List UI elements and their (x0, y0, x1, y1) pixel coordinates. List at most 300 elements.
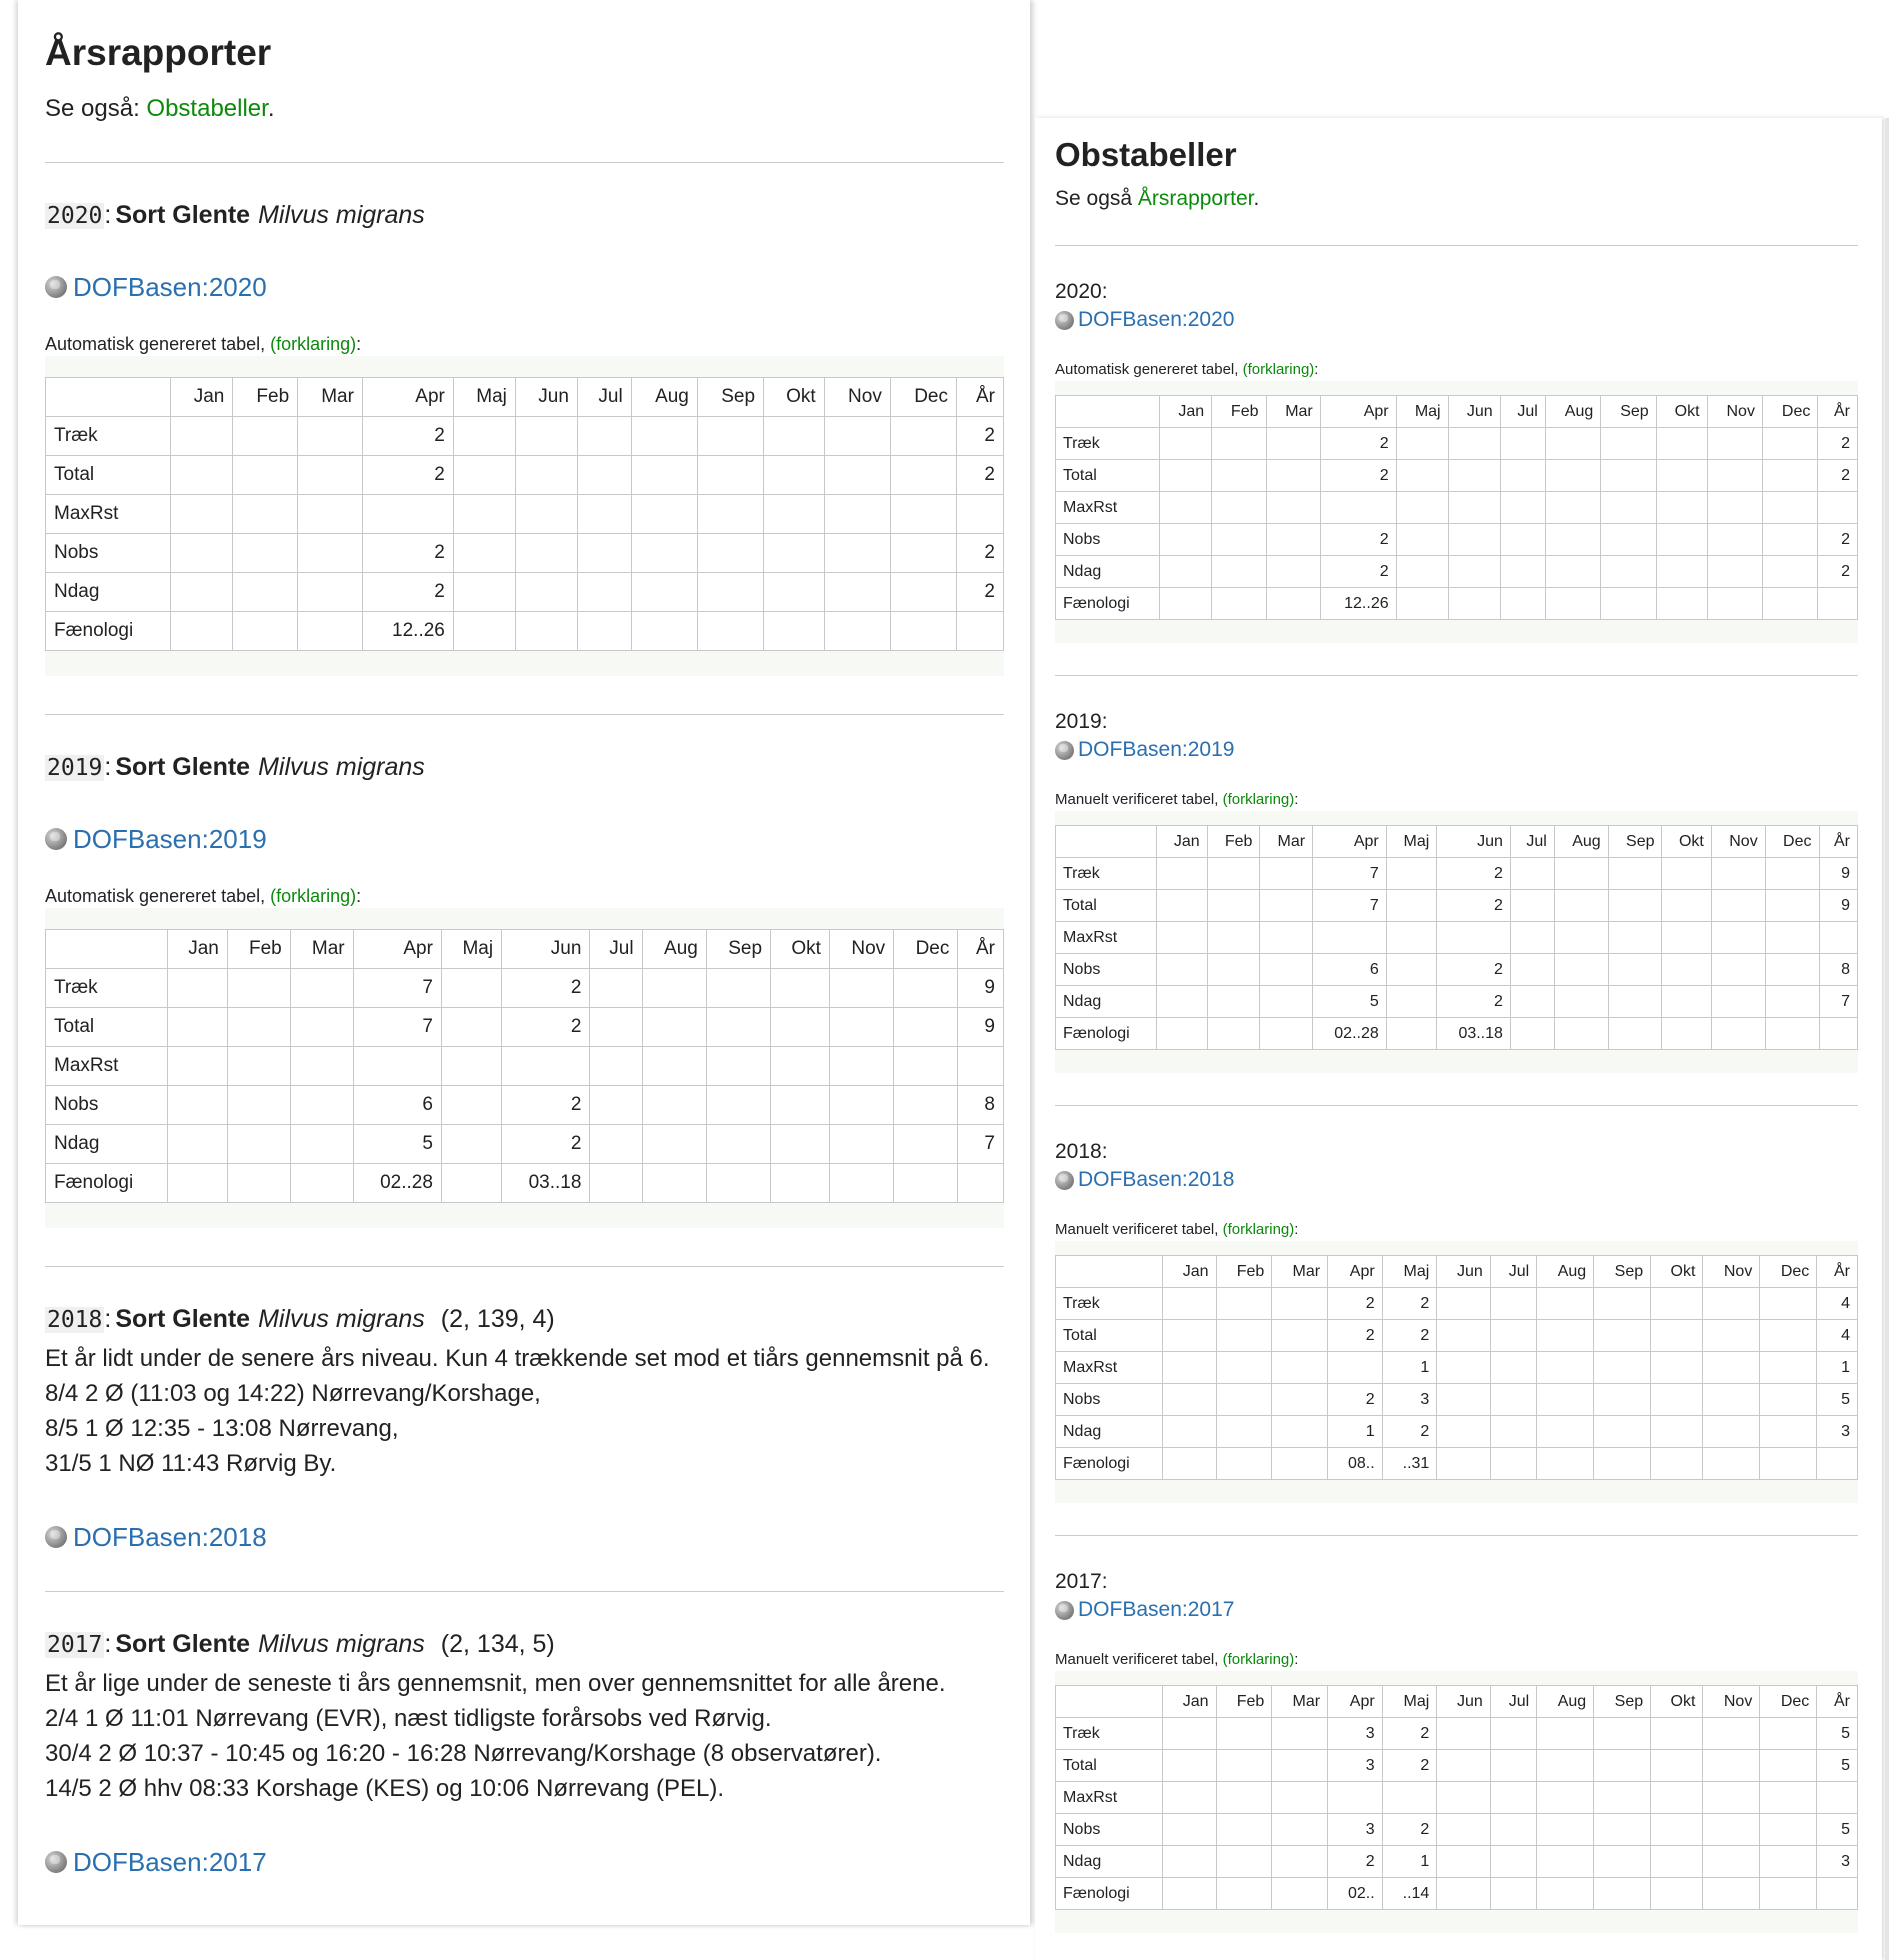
table-cell (590, 1125, 642, 1164)
table-cell (1537, 1288, 1594, 1320)
column-header: Aug (1537, 1256, 1594, 1288)
table-cell (957, 612, 1004, 651)
report-line: Et år lige under de seneste ti års gennemsnit, men over gennemsnittet for alle årene. (45, 1670, 946, 1697)
table-cell (890, 534, 956, 573)
table-cell (1163, 1782, 1216, 1814)
table-cell (1765, 858, 1819, 890)
table-block (1055, 359, 1858, 643)
report-line: 30/4 2 Ø 10:37 - 10:45 og 16:20 - 16:28 Nørrevang/Korshage (8 observatører). (45, 1740, 882, 1767)
table-cell (1554, 922, 1608, 954)
column-header: År (1817, 1686, 1858, 1718)
table-cell (1817, 1878, 1858, 1910)
year-colon: : (104, 1630, 112, 1658)
table-row (1056, 1878, 1858, 1910)
table-cell (1207, 858, 1260, 890)
table-cell (1651, 1878, 1703, 1910)
section-year: 2017: (1055, 1570, 1108, 1593)
table-cell (353, 1047, 441, 1086)
table-cell (1703, 1846, 1760, 1878)
report-line: 8/5 1 Ø 12:35 - 13:08 Nørrevang, (45, 1415, 399, 1442)
table-cell (515, 456, 577, 495)
table-cell (515, 495, 577, 534)
table-row (1056, 1782, 1858, 1814)
table-cell (298, 573, 363, 612)
row-label: Nobs (1056, 524, 1160, 556)
table-cell (1510, 1018, 1554, 1050)
table-cell (1510, 922, 1554, 954)
dofbasen-link[interactable] (45, 823, 1004, 855)
table-cell (1651, 1320, 1703, 1352)
table-cell (1386, 986, 1437, 1018)
caption-text: Automatisk genereret tabel, (1055, 361, 1243, 378)
table-cell: 5 (1817, 1384, 1858, 1416)
table-cell (1760, 1352, 1817, 1384)
column-header: Okt (1651, 1256, 1703, 1288)
table-cell (1510, 986, 1554, 1018)
dofbasen-link[interactable] (1055, 306, 1858, 334)
table-cell (1328, 1352, 1383, 1384)
table-block (45, 881, 1004, 1228)
column-header: Nov (824, 378, 890, 417)
table-cell (1545, 460, 1600, 492)
table-cell (1711, 986, 1765, 1018)
table-cell (1272, 1718, 1328, 1750)
table-cell (1608, 1018, 1662, 1050)
column-header: Apr (1320, 396, 1396, 428)
table-caption (45, 881, 1004, 908)
table-cell (697, 456, 763, 495)
globe-icon (45, 1851, 67, 1873)
table-cell: 6 (353, 1086, 441, 1125)
table-cell (1216, 1352, 1272, 1384)
table-cell (1260, 858, 1313, 890)
table-cell (1651, 1448, 1703, 1480)
caption-suffix: : (356, 334, 362, 354)
globe-icon (1055, 311, 1074, 330)
table-cell (764, 495, 825, 534)
column-header: Apr (1313, 826, 1387, 858)
table-cell (1818, 492, 1858, 524)
table-cell (1707, 492, 1762, 524)
table-cell (894, 969, 958, 1008)
table-cell (298, 456, 363, 495)
column-header: Aug (631, 378, 697, 417)
table-cell (1703, 1288, 1760, 1320)
table-cell (1545, 524, 1600, 556)
table-cell (1272, 1878, 1328, 1910)
table-cell (1163, 1352, 1216, 1384)
table-cell: 9 (1819, 890, 1858, 922)
table-cell (771, 1086, 830, 1125)
table-cell (1386, 1018, 1437, 1050)
dofbasen-link[interactable] (1055, 1166, 1858, 1194)
forklaring-link[interactable]: (forklaring) (1222, 1221, 1295, 1238)
table-cell (1160, 556, 1212, 588)
table-cell (1437, 922, 1511, 954)
table-cell (1760, 1782, 1817, 1814)
column-header: Dec (1760, 1686, 1817, 1718)
table-cell (1765, 986, 1819, 1018)
row-label: Total (46, 1008, 168, 1047)
row-label: Træk (46, 417, 171, 456)
table-cell (1163, 1320, 1216, 1352)
table-cell (1448, 428, 1500, 460)
table-row (1056, 1352, 1858, 1384)
table-cell (1594, 1846, 1651, 1878)
table-cell (1157, 1018, 1208, 1050)
right-sections (1055, 245, 1858, 1960)
report-line: 2/4 1 Ø 11:01 Nørrevang (EVR), næst tidligste forårsobs ved Rørvig. (45, 1705, 772, 1732)
table-cell (1216, 1814, 1272, 1846)
table-row (1056, 1718, 1858, 1750)
obs-table (1055, 1255, 1858, 1480)
table-cell (1601, 556, 1656, 588)
table-cell (1818, 588, 1858, 620)
table-cell (1594, 1416, 1651, 1448)
table-cell (290, 1164, 353, 1203)
table-cell (441, 1047, 501, 1086)
table-cell (1762, 524, 1817, 556)
forklaring-link[interactable]: (forklaring) (1222, 1651, 1295, 1668)
table-cell (1601, 524, 1656, 556)
table-row (46, 1125, 1004, 1164)
table-cell (171, 495, 233, 534)
table-cell (227, 1086, 290, 1125)
table-cell (290, 1008, 353, 1047)
forklaring-link[interactable]: (forklaring) (270, 886, 357, 906)
table-cell (1272, 1416, 1328, 1448)
table-cell (1396, 460, 1448, 492)
table-row (46, 969, 1004, 1008)
table-row (1056, 1320, 1858, 1352)
table-cell (1703, 1878, 1760, 1910)
table-cell (1157, 858, 1208, 890)
table-cell (290, 1086, 353, 1125)
table-cell (515, 417, 577, 456)
table-cell (1500, 492, 1545, 524)
report-line: 31/5 1 NØ 11:43 Rørvig By. (45, 1450, 337, 1477)
column-header: Aug (1545, 396, 1600, 428)
table-cell (1651, 1352, 1703, 1384)
table-cell (502, 1047, 590, 1086)
table-header-row (1056, 1256, 1858, 1288)
table-cell (642, 1008, 706, 1047)
dofbasen-link[interactable] (45, 1846, 1004, 1878)
table-cell (1817, 1448, 1858, 1480)
table-cell (1651, 1384, 1703, 1416)
table-cell (1163, 1814, 1216, 1846)
table-cell (1537, 1384, 1594, 1416)
row-label: Nobs (46, 1086, 168, 1125)
row-label: Træk (1056, 858, 1157, 890)
table-cell (1601, 428, 1656, 460)
table-cell: 2 (1328, 1384, 1383, 1416)
table-cell: 2 (1437, 954, 1511, 986)
table-cell (1662, 922, 1711, 954)
table-cell (706, 969, 770, 1008)
table-cell (233, 534, 298, 573)
table-cell (1760, 1846, 1817, 1878)
row-label: MaxRst (1056, 1352, 1163, 1384)
row-label: Nobs (1056, 1384, 1163, 1416)
table-cell (1272, 1814, 1328, 1846)
table-cell (829, 1125, 893, 1164)
table-cell (771, 1164, 830, 1203)
table-cell (577, 534, 631, 573)
table-cell (1651, 1814, 1703, 1846)
table-row (46, 1008, 1004, 1047)
table-cell (706, 1164, 770, 1203)
table-row (46, 495, 1004, 534)
obstabeller-link[interactable]: Obstabeller (146, 95, 268, 122)
table-cell (697, 495, 763, 534)
dofbasen-label: DOFBasen:2017 (73, 1847, 267, 1877)
table-cell (1266, 428, 1320, 460)
table-cell (1707, 556, 1762, 588)
column-header: Dec (1760, 1256, 1817, 1288)
header-corner (1056, 396, 1160, 428)
table-cell (1272, 1352, 1328, 1384)
table-cell (1490, 1384, 1536, 1416)
dofbasen-link[interactable] (45, 1521, 1004, 1553)
arsrapporter-link[interactable]: Årsrapporter (1137, 187, 1254, 210)
table-row (1056, 922, 1858, 954)
table-cell (642, 1047, 706, 1086)
table-cell (1212, 556, 1266, 588)
table-cell: 9 (1819, 858, 1858, 890)
table-cell (631, 456, 697, 495)
table-cell (1707, 428, 1762, 460)
table-cell (1490, 1878, 1536, 1910)
table-cell: 7 (1313, 890, 1387, 922)
globe-icon (1055, 741, 1074, 760)
table-cell: 2 (1328, 1846, 1383, 1878)
table-cell (171, 534, 233, 573)
table-cell (1510, 954, 1554, 986)
table-cell (1537, 1448, 1594, 1480)
year-colon: : (104, 201, 112, 229)
table-cell (1163, 1718, 1216, 1750)
table-cell (1703, 1718, 1760, 1750)
table-cell (1437, 1718, 1490, 1750)
table-cell (958, 1047, 1004, 1086)
column-header: Feb (1207, 826, 1260, 858)
table-cell: 03..18 (1437, 1018, 1511, 1050)
table-cell: 2 (1818, 556, 1858, 588)
table-row (46, 1164, 1004, 1203)
table-cell (1545, 428, 1600, 460)
table-cell (894, 1164, 958, 1203)
column-header: Jun (502, 930, 590, 969)
dofbasen-label: DOFBasen:2020 (1078, 308, 1235, 331)
table-cell (1163, 1288, 1216, 1320)
species-heading (45, 752, 1004, 783)
table-cell (577, 612, 631, 651)
table-cell: 2 (1382, 1416, 1437, 1448)
column-header: Jun (1437, 1686, 1490, 1718)
table-cell (764, 534, 825, 573)
table-cell (1272, 1320, 1328, 1352)
dofbasen-link[interactable] (1055, 1596, 1858, 1624)
column-header: Jan (1160, 396, 1212, 428)
caption-text: Manuelt verificeret tabel, (1055, 791, 1223, 808)
report-year: 2020 (47, 203, 103, 229)
table-cell (1396, 524, 1448, 556)
table-cell (227, 969, 290, 1008)
table-row (46, 534, 1004, 573)
table-cell (1765, 954, 1819, 986)
table-cell (764, 456, 825, 495)
year-colon: : (104, 1305, 112, 1333)
table-cell: 2 (1818, 428, 1858, 460)
table-row (1056, 1384, 1858, 1416)
table-cell (290, 1047, 353, 1086)
table-cell (829, 1164, 893, 1203)
column-header: Feb (1216, 1686, 1272, 1718)
table-cell (1160, 588, 1212, 620)
table-cell: 2 (1382, 1750, 1437, 1782)
table-cell (1601, 492, 1656, 524)
row-label: MaxRst (1056, 922, 1157, 954)
common-name: Sort Glente (115, 201, 251, 229)
table-cell: 02..28 (1313, 1018, 1387, 1050)
table-cell (771, 969, 830, 1008)
table-row (46, 573, 1004, 612)
table-cell (1760, 1288, 1817, 1320)
table-cell (298, 534, 363, 573)
row-label: Total (1056, 890, 1157, 922)
table-cell (1765, 890, 1819, 922)
column-header: Maj (1386, 826, 1437, 858)
column-header: Maj (1382, 1686, 1437, 1718)
table-cell: 4 (1817, 1320, 1858, 1352)
forklaring-link[interactable]: (forklaring) (1222, 791, 1295, 808)
table-cell (1703, 1750, 1760, 1782)
table-cell (1545, 492, 1600, 524)
column-header: Aug (642, 930, 706, 969)
table-cell (1163, 1846, 1216, 1878)
table-row (1056, 556, 1858, 588)
column-header: Nov (829, 930, 893, 969)
table-cell (171, 573, 233, 612)
table-cell (1819, 922, 1858, 954)
dofbasen-link[interactable] (45, 271, 1004, 303)
table-cell (1396, 556, 1448, 588)
table-cell: 1 (1817, 1352, 1858, 1384)
table-cell (453, 456, 515, 495)
table-cell (171, 456, 233, 495)
row-label: Fænologi (46, 1164, 168, 1203)
table-cell (771, 1008, 830, 1047)
table-cell: 2 (1328, 1288, 1383, 1320)
table-cell (1260, 890, 1313, 922)
table-cell (1537, 1846, 1594, 1878)
column-header: Nov (1711, 826, 1765, 858)
obs-page-title: Obstabeller (1055, 136, 1237, 173)
column-header: Sep (1594, 1256, 1651, 1288)
table-cell (233, 495, 298, 534)
table-cell: 2 (1320, 428, 1396, 460)
table-cell (1703, 1448, 1760, 1480)
row-label: Ndag (46, 1125, 168, 1164)
table-cell: 8 (958, 1086, 1004, 1125)
table-cell (1500, 460, 1545, 492)
table-cell (1510, 858, 1554, 890)
table-cell (1651, 1750, 1703, 1782)
table-cell (1212, 588, 1266, 620)
report-text (45, 1341, 1004, 1481)
forklaring-link[interactable]: (forklaring) (270, 334, 357, 354)
table-cell: 2 (502, 1008, 590, 1047)
table-cell (1160, 460, 1212, 492)
table-cell (1437, 1878, 1490, 1910)
table-cell (227, 1164, 290, 1203)
table-cell (1500, 588, 1545, 620)
table-cell (1328, 1782, 1383, 1814)
table-cell (1760, 1718, 1817, 1750)
table-cell (1554, 986, 1608, 1018)
globe-icon (1055, 1601, 1074, 1620)
report-line: 8/4 2 Ø (11:03 og 14:22) Nørrevang/Korshage, (45, 1380, 541, 1407)
table-cell (1651, 1782, 1703, 1814)
table-row (1056, 1448, 1858, 1480)
table-cell (1765, 922, 1819, 954)
forklaring-link[interactable]: (forklaring) (1242, 361, 1315, 378)
table-cell: 2 (362, 456, 453, 495)
section-year: 2020: (1055, 280, 1108, 303)
table-cell: 2 (1320, 460, 1396, 492)
table-cell (1448, 556, 1500, 588)
header-corner (1056, 1256, 1163, 1288)
table-cell (890, 456, 956, 495)
report-year: 2019 (47, 755, 103, 781)
table-cell (894, 1008, 958, 1047)
header-corner (46, 930, 168, 969)
table-cell: 6 (1313, 954, 1387, 986)
table-cell (1554, 954, 1608, 986)
table-cell (1656, 588, 1707, 620)
row-label: Træk (1056, 1288, 1163, 1320)
see-also-prefix: Se også: (45, 95, 147, 122)
table-cell (1212, 492, 1266, 524)
table-cell (1594, 1878, 1651, 1910)
latin-name: Milvus migrans (258, 1630, 425, 1658)
table-cell: ..31 (1382, 1448, 1437, 1480)
row-label: Nobs (46, 534, 171, 573)
table-cell: 7 (1313, 858, 1387, 890)
table-cell (824, 456, 890, 495)
table-cell (697, 417, 763, 456)
table-cell (958, 1164, 1004, 1203)
table-cell (1386, 858, 1437, 890)
table-cell (1608, 986, 1662, 1018)
table-cell (1396, 492, 1448, 524)
table-cell (1703, 1384, 1760, 1416)
table-cell (167, 1125, 227, 1164)
obs-tables-panel (1035, 118, 1882, 1960)
table-cell: 5 (1817, 1814, 1858, 1846)
table-cell (706, 1047, 770, 1086)
table-cell (1160, 428, 1212, 460)
table-cell (1703, 1352, 1760, 1384)
table-cell (1662, 858, 1711, 890)
dofbasen-link[interactable] (1055, 736, 1858, 764)
table-cell: 2 (957, 417, 1004, 456)
header-corner (46, 378, 171, 417)
table-cell (1272, 1846, 1328, 1878)
table-cell (1651, 1416, 1703, 1448)
table-cell (590, 1164, 642, 1203)
